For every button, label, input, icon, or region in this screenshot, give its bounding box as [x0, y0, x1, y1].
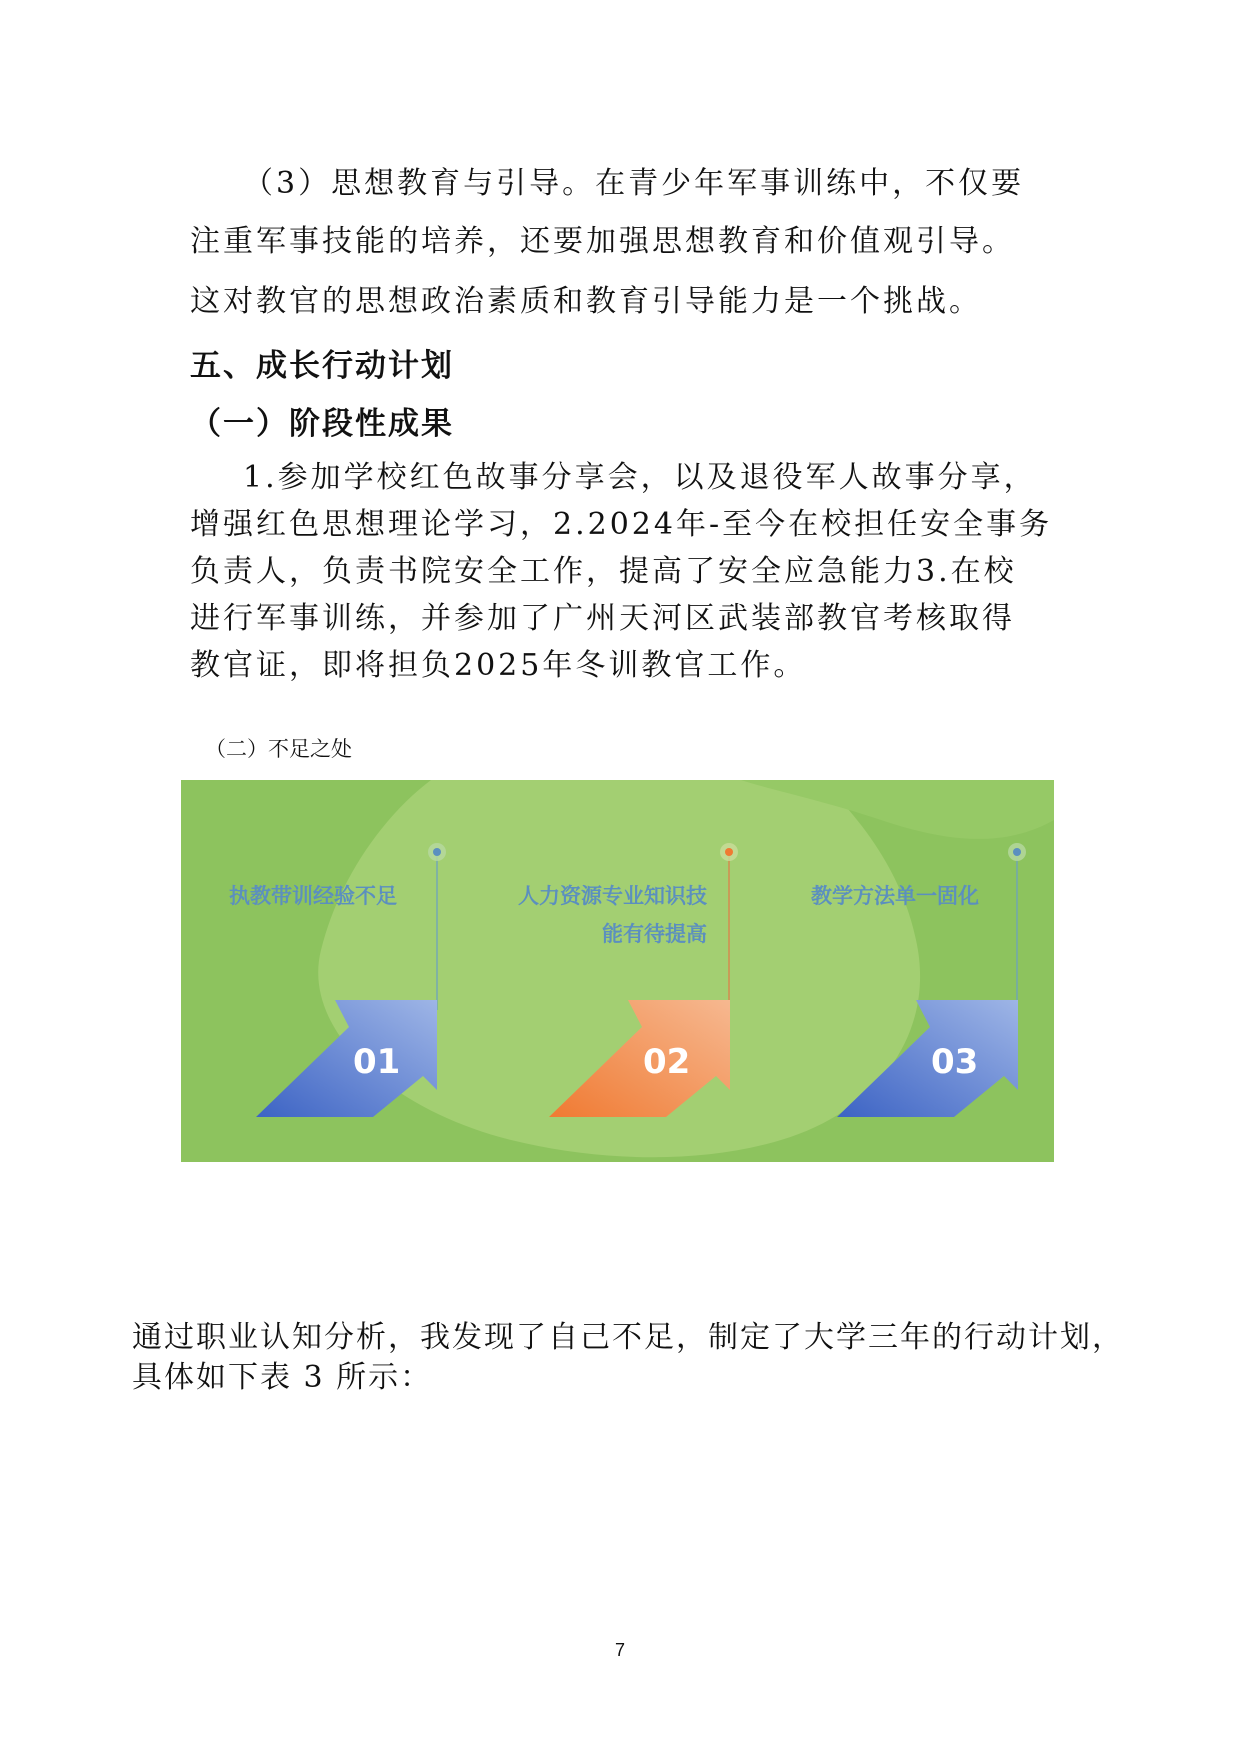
figure-graphic — [181, 780, 1054, 1162]
shortcoming-1-number: 01 — [353, 1042, 401, 1082]
conclusion-line-2: 具体如下表 3 所示： — [132, 1360, 433, 1395]
heading-achievements: （一）阶段性成果 — [190, 406, 454, 442]
shortcoming-2-label — [503, 877, 707, 953]
achievement-line-3: 负责人，负责书院安全工作，提高了安全应急能力3.在校 — [190, 554, 1017, 589]
shortcomings-figure — [181, 780, 1054, 1162]
achievement-line-1: 1.参加学校红色故事分享会，以及退役军人故事分享， — [243, 460, 1037, 495]
para-3-line-3: 这对教官的思想政治素质和教育引导能力是一个挑战。 — [190, 284, 982, 319]
achievement-line-4: 进行军事训练，并参加了广州天河区武装部教官考核取得 — [190, 601, 1015, 636]
shortcoming-3-line-1: 教学方法单一固化 — [811, 884, 979, 908]
dot-2 — [725, 848, 733, 856]
shortcoming-1-line-1: 执教带训经验不足 — [229, 884, 397, 908]
arrow-block-1 — [256, 1000, 437, 1117]
para-3-line-2: 注重军事技能的培养，还要加强思想教育和价值观引导。 — [190, 224, 1015, 259]
para-3-line-1: （3）思想教育与引导。在青少年军事训练中，不仅要 — [243, 166, 1025, 201]
page-number: 7 — [614, 1640, 625, 1660]
dot-3 — [1013, 848, 1021, 856]
achievement-line-5: 教官证，即将担负2025年冬训教官工作。 — [190, 648, 807, 683]
shortcoming-3-number: 03 — [931, 1042, 979, 1082]
heading-growth-plan: 五、成长行动计划 — [190, 348, 454, 384]
achievement-line-2: 增强红色思想理论学习，2.2024年-至今在校担任安全事务 — [190, 507, 1053, 542]
shortcoming-3-label — [811, 877, 979, 915]
conclusion-line-1: 通过职业认知分析，我发现了自己不足，制定了大学三年的行动计划， — [132, 1320, 1124, 1355]
shortcoming-2-line-2: 能有待提高 — [602, 922, 707, 946]
shortcoming-1-label — [229, 877, 397, 915]
dot-1 — [433, 848, 441, 856]
shortcoming-2-number: 02 — [643, 1042, 691, 1082]
heading-shortcomings: （二）不足之处 — [205, 737, 352, 761]
shortcoming-2-line-1: 人力资源专业知识技 — [518, 884, 707, 908]
